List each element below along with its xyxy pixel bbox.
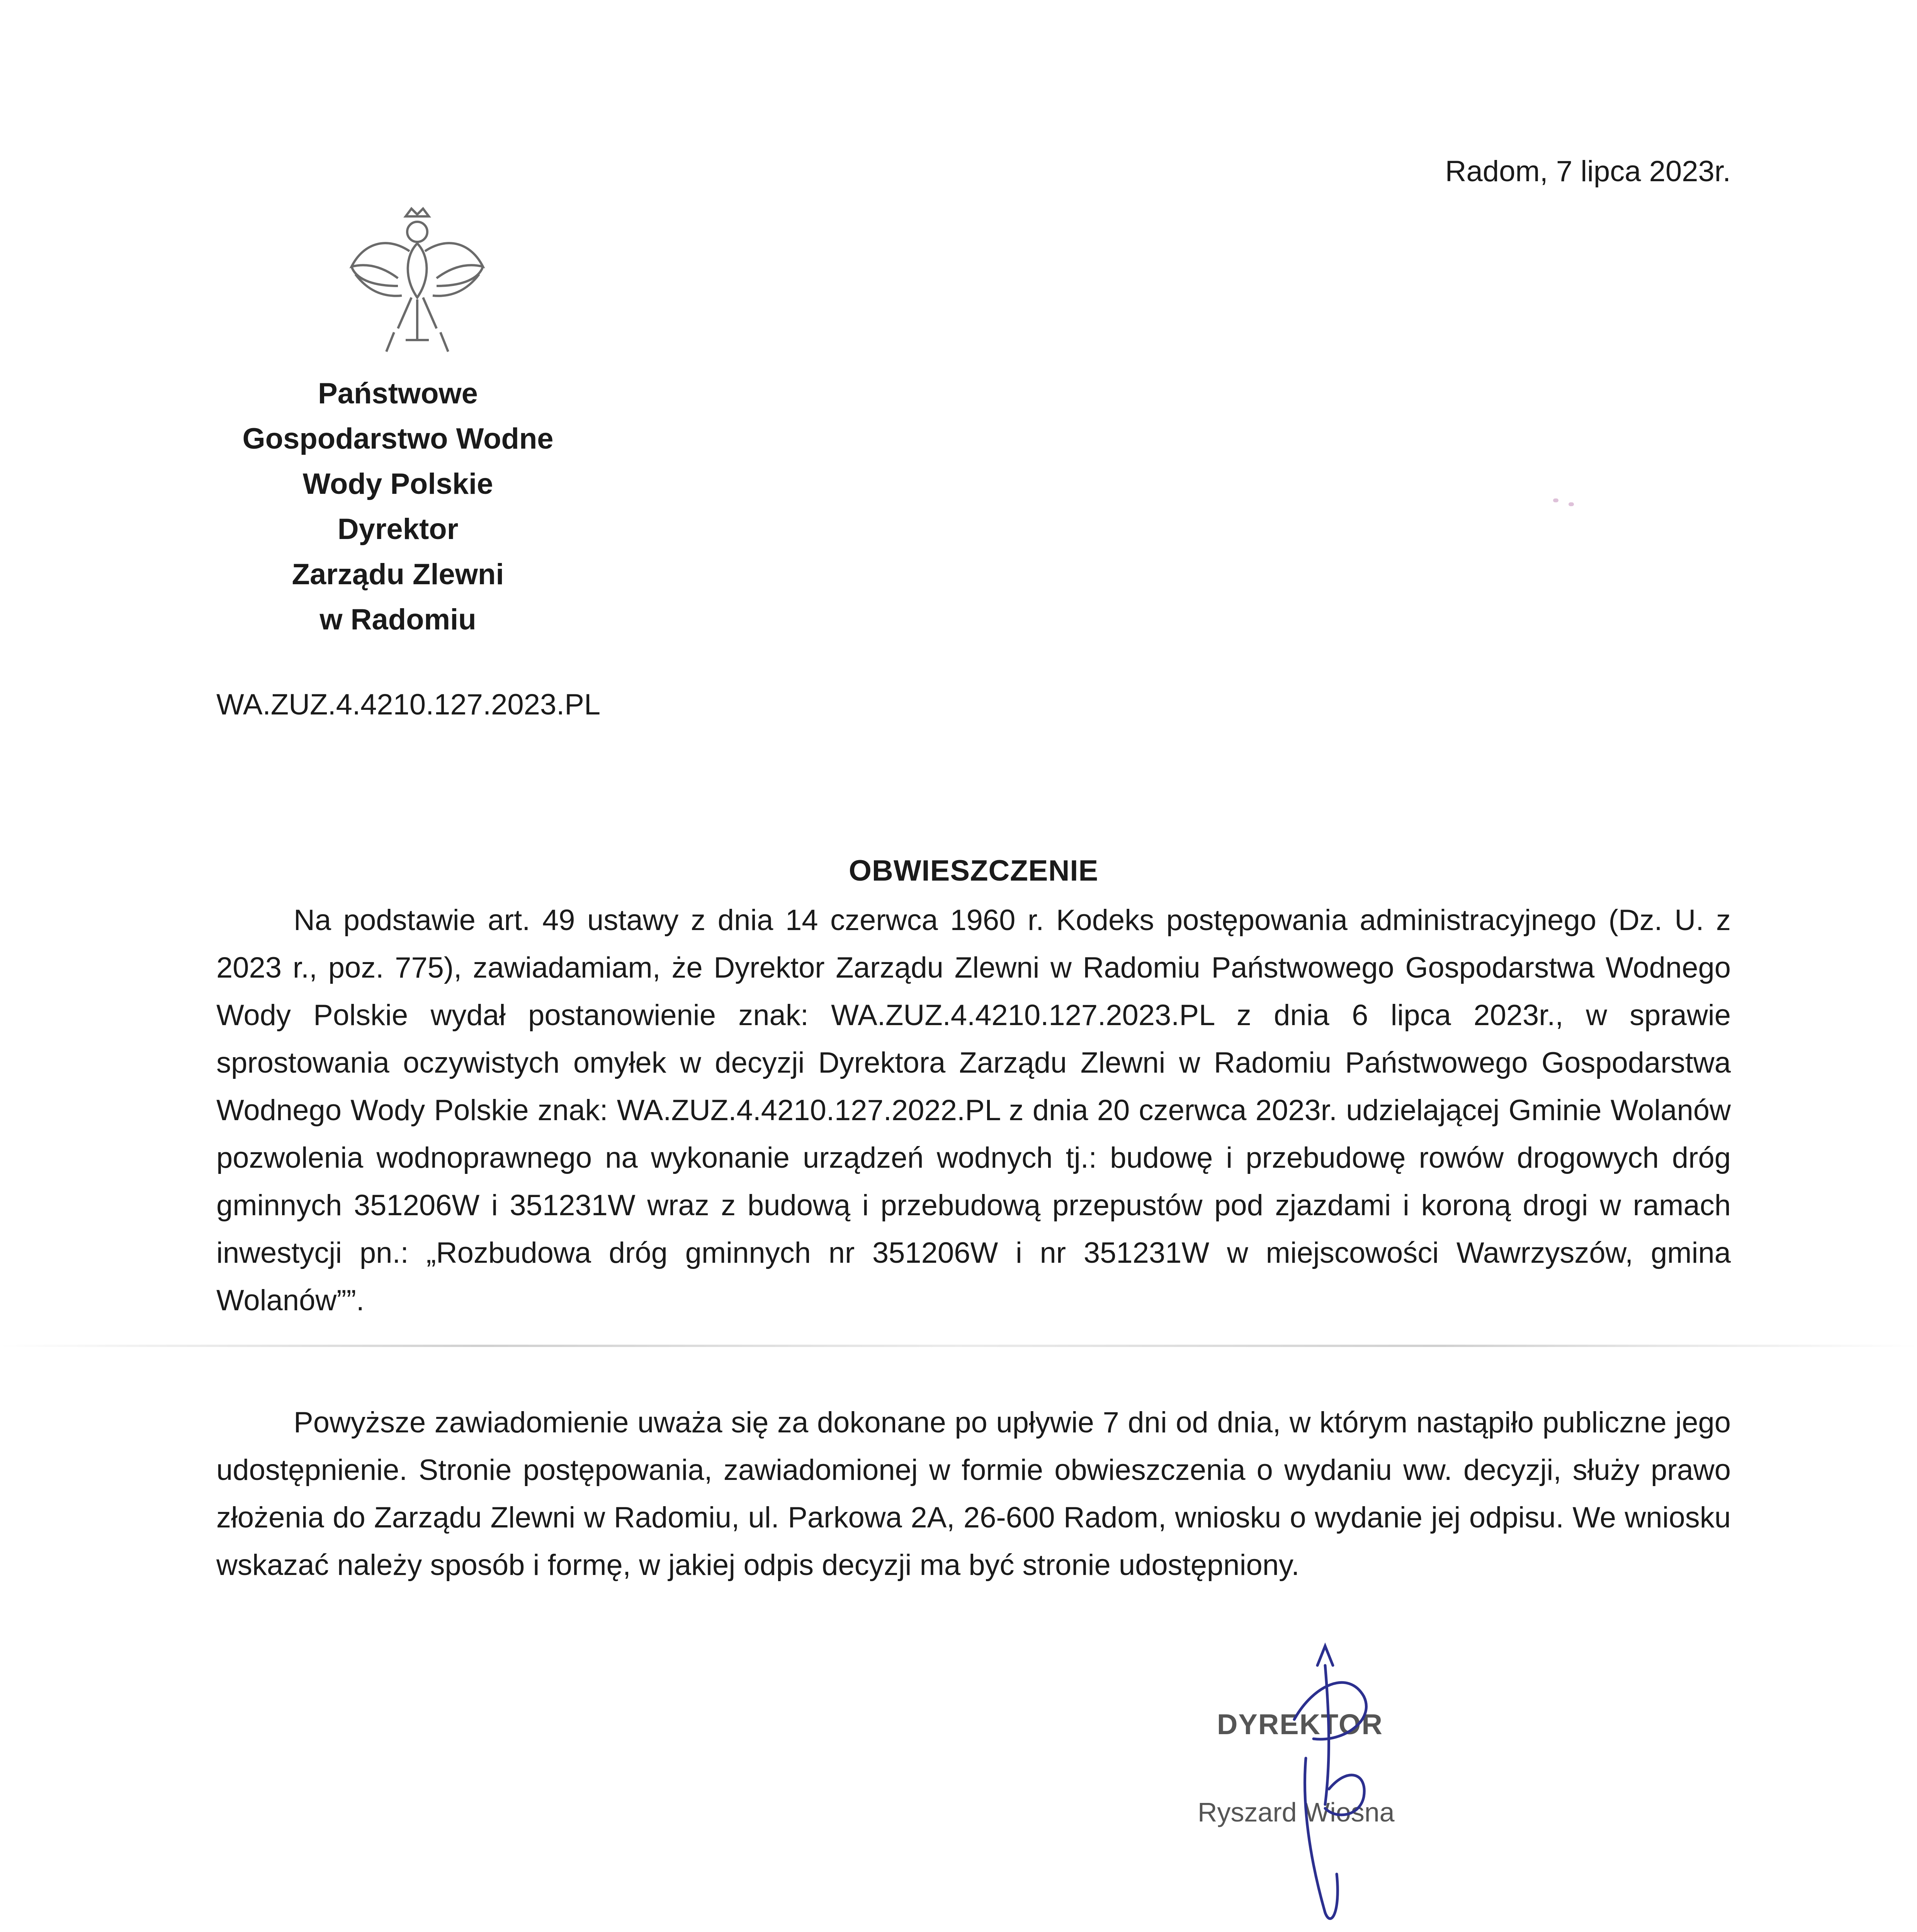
handwritten-signature bbox=[1248, 1642, 1410, 1932]
paper-fold-line bbox=[0, 1345, 1917, 1347]
issuer-line: w Radomiu bbox=[320, 603, 476, 636]
issuer-line: Zarządu Zlewni bbox=[292, 558, 504, 591]
document-date: Radom, 7 lipca 2023r. bbox=[1445, 155, 1731, 188]
stamp-name: Ryszard Wiosna bbox=[1198, 1797, 1395, 1827]
issuer-block bbox=[216, 371, 580, 642]
issuer-line: Wody Polskie bbox=[303, 468, 493, 500]
issuer-line: Gospodarstwo Wodne bbox=[242, 422, 554, 455]
issuer-line: Państwowe bbox=[318, 377, 478, 410]
issuer-line: Dyrektor bbox=[337, 513, 459, 546]
eagle-emblem-icon bbox=[340, 201, 495, 363]
stamp-title: DYREKTOR bbox=[1217, 1708, 1383, 1740]
reference-number: WA.ZUZ.4.4210.127.2023.PL bbox=[216, 688, 601, 721]
scan-speck bbox=[1553, 498, 1558, 502]
scan-speck bbox=[1569, 502, 1574, 506]
notice-paragraph-1: Na podstawie art. 49 ustawy z dnia 14 czerwca 1960 r. Kodeks postępowania administracyjnego (Dz. U. z 2023 r., poz. 775), zawiadamiam, że Dyrektor Zarządu Zlewni w Radomiu Państwowego Gospodarstwa Wodnego Wody Polskie wydał postanowienie znak: WA.ZUZ.4.4210.127.2023.PL z dnia 6 lipca 2023r., w sprawie sprostowania oczywistych omyłek w decyzji Dyrektora Zarządu Zlewni w Radomiu Państwowego Gospodarstwa Wodnego Wody Polskie znak: WA.ZUZ.4.4210.127.2022.PL z dnia 20 czerwca 2023r. udzielającej Gminie Wolanów pozwolenia wodnoprawnego na wykonanie urządzeń wodnych tj.: budowę i przebudowę rowów drogowych dróg gminnych 351206W i 351231W wraz z budową i przebudową przepustów pod zjazdami i koroną drogi w ramach inwestycji pn.: „Rozbudowa dróg gminnych nr 351206W i nr 351231W w miejscowości Wawrzyszów, gmina Wolanów””. bbox=[216, 904, 1731, 1317]
notice-paragraph-2: Powyższe zawiadomienie uważa się za dokonane po upływie 7 dni od dnia, w którym nastąpiło publiczne jego udostępnienie. Stronie postępowania, zawiadomionej w formie obwieszczenia o wydaniu ww. decyzji, służy prawo złożenia do Zarządu Zlewni w Radomiu, ul. Parkowa 2A, 26-600 Radom, wniosku o wydanie jej odpisu. We wniosku wskazać należy sposób i formę, w jakiej odpis decyzji ma być stronie udostępniony. bbox=[216, 1406, 1731, 1582]
notice-title: OBWIESZCZENIE bbox=[848, 854, 1099, 887]
